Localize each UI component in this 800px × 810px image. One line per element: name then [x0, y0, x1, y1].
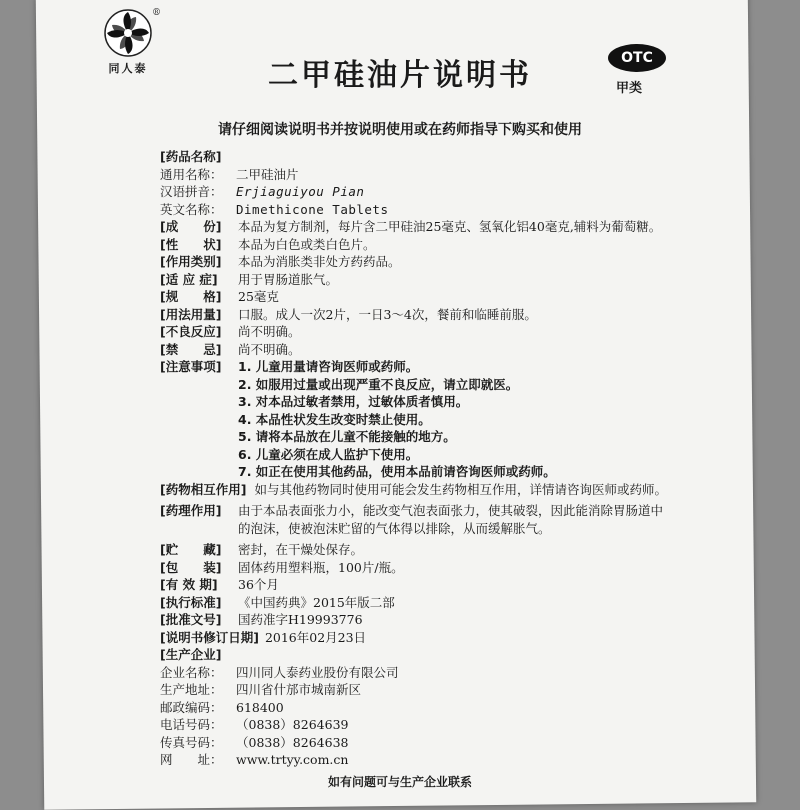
approval-row: [160, 611, 670, 629]
revision-value: 2016年02月23日: [264, 629, 367, 645]
interactions-row: [160, 481, 670, 499]
section-value: 尚不明确。: [238, 341, 301, 357]
precautions-label: [注意事项]: [160, 359, 222, 374]
section-value: 尚不明确。: [238, 324, 301, 339]
company-name-value: 四川同人泰药业股份有限公司: [236, 664, 399, 680]
precaution-item: 7. 如正在使用其他药品，使用本品前请咨询医师或药师。: [238, 464, 556, 479]
section-label: [性 状]: [160, 236, 222, 252]
registered-mark: ®: [152, 8, 161, 18]
precaution-item: 3. 对本品过敏者禁用，过敏体质者慎用。: [238, 394, 469, 409]
precaution-item: 1. 儿童用量请咨询医师或药师。: [238, 359, 419, 374]
section-row: [160, 341, 670, 359]
precautions-row: [160, 358, 670, 481]
precaution-item: 4. 本品性状发生改变时禁止使用。: [238, 411, 431, 427]
pharmacology-value: 由于本品表面张力小，能改变气泡表面张力，使其破裂，因此能消除胃肠道中的泡沫，使被泡沫贮留的气体得以排除，从而缓解胀气。: [238, 503, 664, 536]
fax-value: （0838）8264638: [236, 734, 349, 750]
document-title: 二甲硅油片说明书: [268, 58, 532, 93]
packaging-value: 固体药用塑料瓶，100片/瓶。: [238, 559, 404, 575]
precaution-item: 6. 儿童必须在成人监护下使用。: [238, 446, 419, 462]
phone-row: [160, 716, 670, 734]
pinyin-row: [160, 183, 670, 201]
interactions-label: [药物相互作用]: [160, 481, 247, 497]
section-value: 25毫克: [238, 289, 279, 304]
packaging-row: [160, 559, 670, 577]
english-name-value: Dimethicone Tablets: [236, 201, 389, 217]
section-label: [成 份]: [160, 219, 222, 234]
generic-name-label: 通用名称：: [160, 166, 223, 182]
phone-label: 电话号码：: [160, 717, 223, 732]
otc-class: 甲类: [616, 81, 643, 96]
packaging-label: [包 装]: [160, 559, 222, 575]
postcode-label: 邮政编码：: [160, 699, 223, 715]
standard-row: [160, 594, 670, 612]
company-name-label: 企业名称：: [160, 664, 223, 680]
standard-value: 《中国药典》2015年版二部: [238, 594, 395, 610]
sections-list: [160, 218, 670, 358]
storage-row: [160, 541, 670, 559]
address-value: 四川省什邡市城南新区: [236, 682, 362, 697]
section-row: [160, 253, 670, 271]
english-name-label: 英文名称：: [160, 201, 223, 217]
validity-label: [有 效 期]: [160, 577, 218, 592]
otc-badge: OTC: [608, 44, 666, 72]
standard-label: [执行标准]: [160, 594, 222, 610]
storage-label: [贮 藏]: [160, 542, 222, 557]
interactions-value: 如与其他药物同时使用可能会发生药物相互作用，详情请咨询医师或药师。: [254, 481, 667, 497]
leaflet-body: [160, 148, 670, 769]
english-name-row: [160, 201, 670, 219]
address-row: [160, 681, 670, 699]
section-value: 本品为消胀类非处方药药品。: [238, 254, 401, 269]
fax-label: 传真号码：: [160, 734, 223, 750]
section-label: [作用类别]: [160, 254, 222, 269]
section-row: [160, 306, 670, 324]
generic-name-value: 二甲硅油片: [236, 166, 299, 182]
precautions-list: [238, 358, 670, 481]
footer-note: 如有问题可与生产企业联系: [327, 775, 472, 789]
pinyin-value: Erjiaguiyou Pian: [236, 184, 365, 199]
website-row: [160, 751, 670, 769]
validity-row: [160, 576, 670, 594]
drug-name-header: [药品名称]: [160, 149, 222, 164]
section-row: [160, 218, 670, 236]
approval-value: 国药准字H19993776: [238, 612, 363, 627]
pharmacology-label: [药理作用]: [160, 503, 222, 518]
precaution-item: 5. 请将本品放在儿童不能接触的地方。: [238, 429, 456, 444]
phone-value: （0838）8264639: [236, 717, 349, 732]
validity-value: 36个月: [238, 577, 279, 592]
section-label: [禁 忌]: [160, 341, 222, 357]
section-label: [规 格]: [160, 289, 222, 304]
address-label: 生产地址：: [160, 682, 223, 697]
section-label: [适 应 症]: [160, 271, 218, 287]
precaution-item: 2. 如服用过量或出现严重不良反应，请立即就医。: [238, 376, 519, 392]
fax-row: [160, 734, 670, 752]
website-label: 网 址：: [160, 752, 223, 767]
approval-label: [批准文号]: [160, 612, 222, 627]
pharmacology-row: [160, 502, 670, 537]
manufacturer-header: [生产企业]: [160, 647, 222, 662]
section-value: 用于胃肠道胀气。: [238, 271, 339, 287]
brand-name: 同人泰: [108, 62, 148, 75]
pinyin-label: 汉语拼音：: [160, 184, 223, 199]
section-row: [160, 323, 670, 341]
section-value: 口服。成人一次2片，一日3～4次，餐前和临睡前服。: [238, 306, 537, 322]
section-row: [160, 236, 670, 254]
revision-row: [160, 629, 670, 647]
postcode-value: 618400: [236, 699, 284, 715]
section-label: [不良反应]: [160, 324, 222, 339]
section-label: [用法用量]: [160, 306, 222, 322]
postcode-row: [160, 699, 670, 717]
website-value: www.trtyy.com.cn: [236, 752, 349, 767]
section-value: 本品为白色或类白色片。: [238, 236, 376, 252]
usage-instruction: 请仔细阅读说明书并按说明使用或在药师指导下购买和使用: [218, 122, 582, 138]
revision-label: [说明书修订日期]: [160, 629, 259, 645]
section-row: [160, 271, 670, 289]
generic-name-row: [160, 166, 670, 184]
section-value: 本品为复方制剂，每片含二甲硅油25毫克、氢氧化铝40毫克,辅料为葡萄糖。: [238, 219, 662, 234]
company-name-row: [160, 664, 670, 682]
section-row: [160, 288, 670, 306]
storage-value: 密封，在干燥处保存。: [238, 542, 364, 557]
